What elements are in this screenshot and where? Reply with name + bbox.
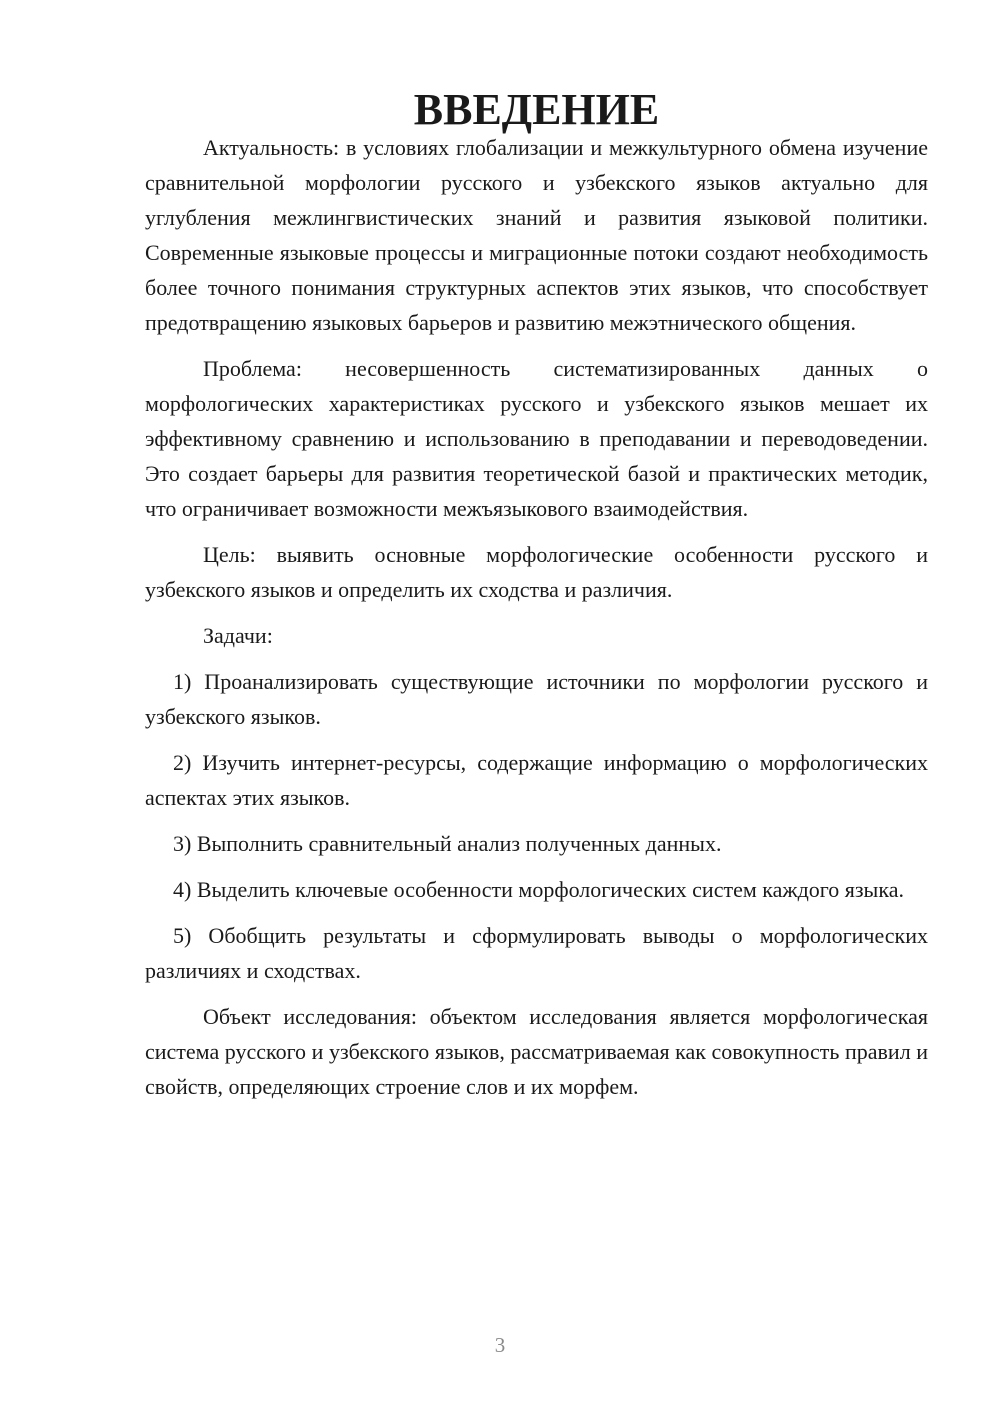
task-item-1: 1) Проанализировать существующие источники по морфологии русского и узбекского языков. bbox=[145, 669, 928, 729]
goal-paragraph: Цель: выявить основные морфологические особенности русского и узбекского языков и определить их сходства и различия. bbox=[145, 542, 928, 602]
task-item-4: 4) Выделить ключевые особенности морфологических систем каждого языка. bbox=[173, 877, 904, 902]
problem-paragraph: Проблема: несовершенность систематизированных данных о морфологических характеристиках русского и узбекского языков мешает их эффективному сравнению и использованию в преподавании и переводоведении. Это создает барьеры для развития теоретической базой и практических методик, что ограничивает возможности межъязыкового взаимодействия. bbox=[145, 356, 928, 521]
task-item-2: 2) Изучить интернет-ресурсы, содержащие информацию о морфологических аспектах этих языков. bbox=[145, 750, 928, 810]
tasks-title: Задачи: bbox=[203, 623, 273, 648]
page-content bbox=[145, 85, 928, 1104]
task-item-5: 5) Обобщить результаты и сформулировать выводы о морфологических различиях и сходствах. bbox=[145, 923, 928, 983]
task-item-3: 3) Выполнить сравнительный анализ полученных данных. bbox=[173, 831, 722, 856]
object-paragraph: Объект исследования: объектом исследования является морфологическая система русского и узбекского языков, рассматриваемая как совокупность правил и свойств, определяющих строение слов и их морфем. bbox=[145, 1004, 928, 1099]
page-number: 3 bbox=[494, 1333, 506, 1357]
section-heading: ВВЕДЕНИЕ bbox=[413, 85, 660, 134]
relevance-paragraph: Актуальность: в условиях глобализации и межкультурного обмена изучение сравнительной морфологии русского и узбекского языков актуально для углубления межлингвистических знаний и развития языковой политики. Современные языковые процессы и миграционные потоки создают необходимость более точного понимания структурных аспектов этих языков, что способствует предотвращению языковых барьеров и развитию межэтнического общения. bbox=[145, 135, 928, 335]
